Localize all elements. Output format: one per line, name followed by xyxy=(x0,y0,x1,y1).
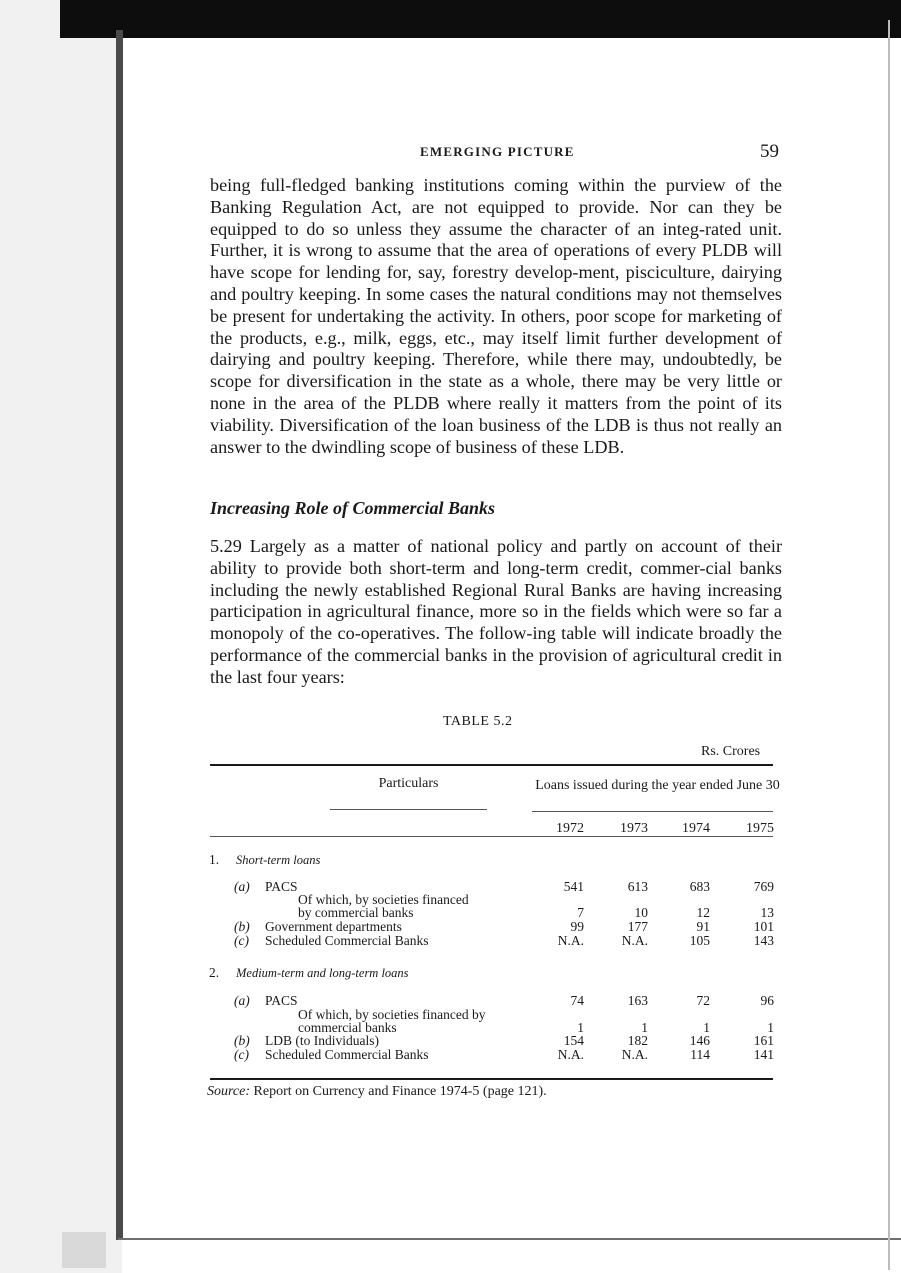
page-number: 59 xyxy=(760,141,779,162)
item-label: LDB (to Individuals) xyxy=(265,1033,379,1048)
body-paragraph-1: being full-fledged banking institutions coming within the purview of the Banking Regulation Act, are not equipped to provide. Nor can they be equipped to do so unless they assume the character of an integ-rated unit. Further, it is wrong to assume that the area of operations of every PLDB will have scope for lending for, say, forestry develop-ment, pisciculture, dairying and poultry keeping. In some cases the natural conditions may not themselves be present for undertaking the activity. In others, poor scope for marketing of the products, e.g., milk, eggs, etc., may itself limit further development of dairying and poultry keeping. Therefore, while there may, undoubtedly, be scope for diversification in the state as a whole, there may be very little or none in the area of the PLDB where really it matters from the point of its viability. Diversification of the loan business of the LDB is thus not really an answer to the dwindling scope of business of these LDB. xyxy=(210,175,782,457)
year-header: 1975 xyxy=(746,821,774,836)
running-head: EMERGING PICTURE xyxy=(420,144,575,159)
item-letter: (b) xyxy=(234,919,250,934)
table-cell: 541 xyxy=(563,879,584,894)
table-cell: 12 xyxy=(696,905,710,920)
sub-item-label: Of which, by societies financed by xyxy=(298,1007,486,1022)
table-cell: N.A. xyxy=(621,933,648,948)
table-cell: 613 xyxy=(627,879,648,894)
table-cell: 1 xyxy=(767,1020,774,1035)
item-label: PACS xyxy=(265,993,298,1008)
table-cell: 161 xyxy=(753,1033,774,1048)
table-cell: 182 xyxy=(627,1033,648,1048)
header-underline-loans xyxy=(532,811,773,812)
body-paragraph-2: 5.29 Largely as a matter of national policy and partly on account of their ability to provide both short-term and long-term credit, commer-cial banks including the newly established Regional Rural Banks are having increasing participation in agricultural finance, more so in the fields which were so far a monopoly of the co-operatives. The follow-ing table will indicate broadly the performance of the commercial banks in the provision of agricultural credit in the last four years: xyxy=(210,536,782,687)
header-underline-particulars xyxy=(330,809,487,810)
item-letter: (b) xyxy=(234,1033,250,1048)
section-title: Short-term loans xyxy=(236,853,321,867)
table-cell: 101 xyxy=(753,919,774,934)
header-particulars: Particulars xyxy=(378,776,439,791)
item-letter: (a) xyxy=(234,993,250,1008)
item-label: PACS xyxy=(265,879,298,894)
section-number: 2. xyxy=(209,965,220,980)
table-row xyxy=(0,994,901,1008)
section-heading-row xyxy=(0,966,901,980)
year-header: 1973 xyxy=(620,821,648,836)
section-title: Medium-term and long-term loans xyxy=(236,966,409,980)
table-cell: 141 xyxy=(753,1047,774,1062)
table-cell: 10 xyxy=(634,905,648,920)
table-cell: 13 xyxy=(760,905,774,920)
table-cell: 1 xyxy=(641,1020,648,1035)
page-bottom-edge xyxy=(118,1238,901,1240)
section-heading: Increasing Role of Commercial Banks xyxy=(210,498,496,518)
table-bottom-rule xyxy=(210,1078,773,1080)
table-row xyxy=(0,1034,901,1048)
table-cell: 105 xyxy=(689,933,710,948)
sub-item-label: by commercial banks xyxy=(298,905,414,920)
section-heading-row xyxy=(0,853,901,867)
table-cell: 154 xyxy=(563,1033,584,1048)
table-cell: 1 xyxy=(703,1020,710,1035)
table-top-rule xyxy=(210,764,773,766)
table-cell: 143 xyxy=(753,933,774,948)
table-cell: 146 xyxy=(689,1033,710,1048)
table-title: TABLE 5.2 xyxy=(443,714,513,729)
table-units: Rs. Crores xyxy=(701,744,761,759)
scan-margin xyxy=(0,0,122,1273)
table-cell: 177 xyxy=(627,919,648,934)
year-header: 1972 xyxy=(556,821,584,836)
table-cell: 72 xyxy=(696,993,710,1008)
table-cell: N.A. xyxy=(557,1047,584,1062)
table-header-rule xyxy=(210,836,773,837)
table-cell: N.A. xyxy=(621,1047,648,1062)
sub-item-label: commercial banks xyxy=(298,1020,397,1035)
table-row xyxy=(0,920,901,934)
table-cell: 91 xyxy=(696,919,710,934)
item-label: Government departments xyxy=(265,919,402,934)
table-cell: 163 xyxy=(627,993,648,1008)
table-cell: 1 xyxy=(577,1020,584,1035)
page-right-edge xyxy=(888,20,890,1270)
year-header: 1974 xyxy=(682,821,710,836)
table-cell: 683 xyxy=(689,879,710,894)
table-cell: 7 xyxy=(577,905,584,920)
sub-item-label: Of which, by societies financed xyxy=(298,892,469,907)
source-text: Report on Currency and Finance 1974-5 (page 121). xyxy=(253,1084,547,1099)
table-source xyxy=(207,1084,547,1100)
item-label: Scheduled Commercial Banks xyxy=(265,1047,429,1062)
table-cell: 769 xyxy=(753,879,774,894)
table-row xyxy=(0,906,901,920)
table-cell: 99 xyxy=(570,919,584,934)
item-letter: (c) xyxy=(234,1047,249,1062)
table-cell: 74 xyxy=(570,993,584,1008)
item-label: Scheduled Commercial Banks xyxy=(265,933,429,948)
table-row-label xyxy=(0,1008,901,1022)
item-letter: (a) xyxy=(234,879,250,894)
table-cell: 96 xyxy=(760,993,774,1008)
scan-corner-artifact xyxy=(62,1232,106,1268)
scan-top-shadow xyxy=(60,0,901,38)
table-cell: 114 xyxy=(690,1047,710,1062)
header-loans-issued: Loans issued during the year ended June 30 xyxy=(535,778,780,793)
item-letter: (c) xyxy=(234,933,249,948)
table-row xyxy=(0,934,901,948)
table-row xyxy=(0,1048,901,1062)
table-cell: N.A. xyxy=(557,933,584,948)
source-label: Source: xyxy=(207,1084,251,1099)
section-number: 1. xyxy=(209,852,220,867)
